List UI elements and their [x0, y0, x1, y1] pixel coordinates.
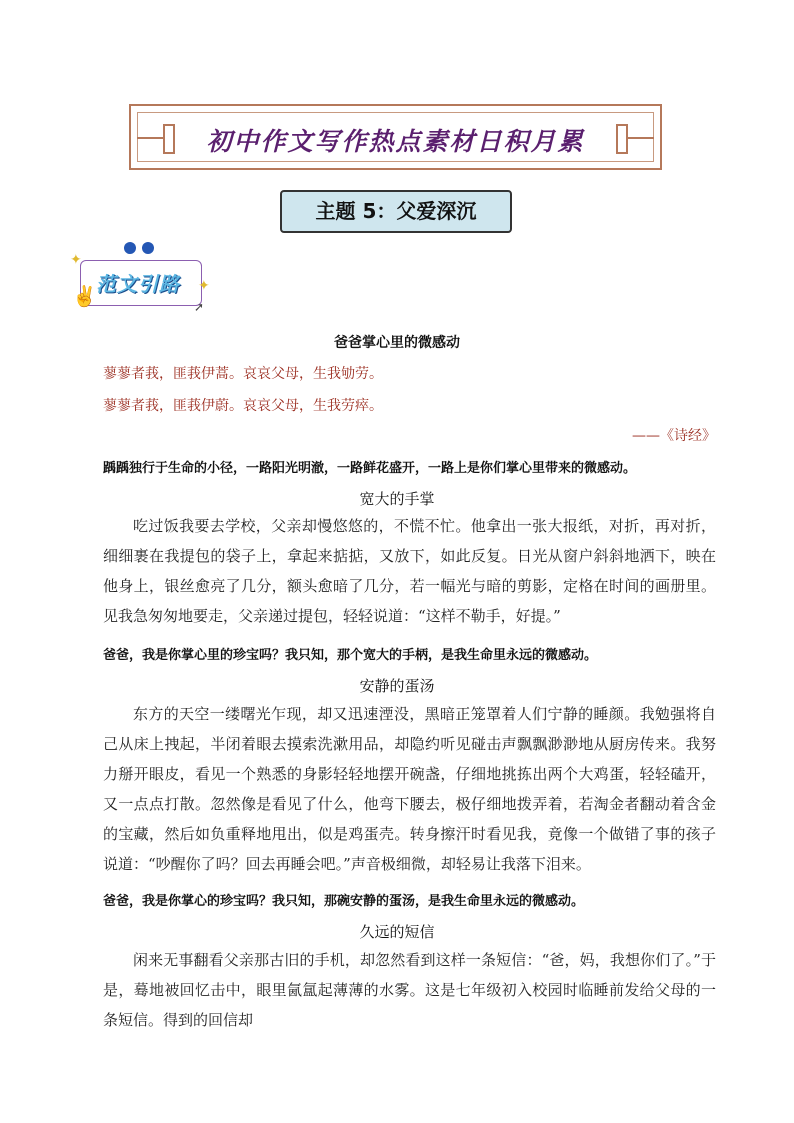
section-badge [72, 242, 214, 320]
section-heading: 宽大的手掌 [359, 490, 435, 508]
section-heading: 久远的短信 [359, 923, 435, 941]
article-title: 爸爸掌心里的微感动 [334, 335, 460, 351]
hand-icon: ✌ [72, 284, 97, 308]
cursor-icon: ➚ [194, 300, 205, 314]
theme-label: 主题 5：父爱深沉 [280, 190, 512, 233]
poem-source: ——《诗经》 [632, 428, 716, 444]
badge-dot-icon [142, 242, 154, 254]
badge-label: 范文引路 [96, 272, 180, 296]
section-closing: 爸爸，我是你掌心里的珍宝吗？我只知，那个宽大的手柄，是我生命里永远的微感动。 [103, 648, 598, 663]
article-intro: 踽踽独行于生命的小径，一路阳光明澈，一路鲜花盛开，一路上是你们掌心里带来的微感动。 [103, 461, 637, 476]
section-paragraph: 吃过饭我要去学校，父亲却慢悠悠的，不慌不忙。他拿出一张大报纸，对折，再对折，细细裹在我提包的袋子上，拿起来掂掂，又放下，如此反复。日光从窗户斜斜地洒下，映在他身上，银丝愈亮了几分，额头愈暗了几分，若一幅光与暗的剪影，定格在时间的画册里。见我急匆匆地要走，父亲递过提包，轻轻说道：“这样不勒手，好提。” [103, 517, 716, 625]
poem-line: 蓼蓼者莪，匪莪伊蒿。哀哀父母，生我劬劳。 [103, 366, 383, 382]
section-paragraph: 东方的天空一缕曙光乍现，却又迅速湮没，黑暗正笼罩着人们宁静的睡颜。我勉强将自己从床上拽起，半闭着眼去摸索洗漱用品，却隐约听见碰击声飘飘渺渺地从厨房传来。我努力掰开眼皮，看见一个熟悉的身影轻轻地摆开碗盏，仔细地挑拣出两个大鸡蛋，轻轻磕开，又一点点打散。忽然像是看见了什么，他弯下腰去，极仔细地拨弄着，若淘金者翻动着含金的宝藏，然后如负重释地甩出，似是鸡蛋壳。转身擦汗时看见我，竟像一个做错了事的孩子说道：“吵醒你了吗？回去再睡会吧。”声音极细微，却轻易让我落下泪来。 [103, 705, 716, 873]
section-heading: 安静的蛋汤 [359, 677, 435, 695]
badge-dot-icon [124, 242, 136, 254]
section-closing: 爸爸，我是你掌心的珍宝吗？我只知，那碗安静的蛋汤，是我生命里永远的微感动。 [103, 894, 585, 909]
sparkle-icon: ✦ [70, 252, 82, 268]
sparkle-icon: ✦ [198, 278, 210, 294]
title-banner [129, 104, 662, 170]
banner-title: 初中作文写作热点素材日积月累 [206, 127, 585, 156]
section-paragraph: 闲来无事翻看父亲那古旧的手机，却忽然看到这样一条短信：“爸，妈，我想你们了。”于是，蓦地被回忆击中，眼里氤氲起薄薄的水雾。这是七年级初入校园时临睡前发给父母的一条短信。得到的回信却 [103, 951, 716, 1029]
poem-line: 蓼蓼者莪，匪莪伊蔚。哀哀父母，生我劳瘁。 [103, 398, 383, 414]
